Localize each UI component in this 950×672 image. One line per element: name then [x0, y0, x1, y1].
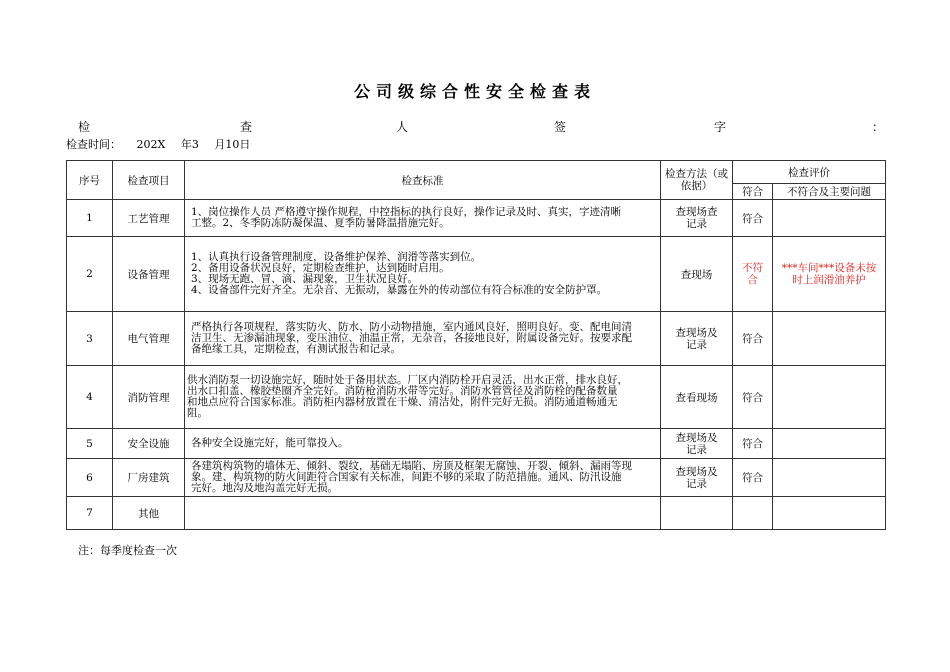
- row-result: [733, 497, 773, 530]
- row-issue: ***车间***设备未按时上润滑油养护: [773, 237, 886, 312]
- row-result: 符合: [733, 459, 773, 497]
- header-evaluation: 检查评价: [733, 161, 886, 184]
- sign-char: 查: [240, 120, 253, 134]
- table-row: [67, 429, 886, 459]
- standard-line: 3、现场无跑、冒、滴、漏现象，卫生状况良好。: [191, 273, 419, 285]
- standard-line: 出水口扣盖、橡胶垫圈齐全完好。消防枪消防水带等完好。消防水管管径及消防栓的配备数量: [187, 385, 618, 397]
- table-row: [67, 366, 886, 429]
- row-result: 符合: [733, 200, 773, 237]
- row-seq: 5: [67, 429, 113, 459]
- row-seq: 1: [67, 200, 113, 237]
- row-standard: [185, 459, 661, 497]
- row-method: 查现场查记录: [661, 200, 733, 237]
- row-seq: 7: [67, 497, 113, 530]
- table-row: [67, 497, 886, 530]
- standard-line: 洁卫生、无渗漏油现象，变压油位、油温正常，无杂音，各接地良好，附属设备完好。按要求配: [191, 332, 632, 344]
- row-method: 查现场: [661, 237, 733, 312]
- standard-line: 工整。2、冬季防冻防凝保温、夏季防暑降温措施完好。: [191, 217, 450, 229]
- row-standard: [185, 429, 661, 459]
- standard-line: 1、认真执行设备管理制度，设备维护保养、润滑等落实到位。: [191, 251, 482, 263]
- sign-char: 字: [714, 120, 727, 134]
- standard-line: 阻。: [187, 407, 208, 419]
- header-seq: 序号: [67, 161, 113, 200]
- row-standard: [185, 312, 661, 366]
- standard-line: 象。建、构筑物的防火间距符合国家有关标准，间距不够的采取了防范措施。通风、防汛设施: [191, 471, 622, 483]
- standard-line: 和地点应符合国家标准。消防柜内器材放置在干燥、清洁处，附件完好无损。消防通道畅通无: [187, 396, 618, 408]
- row-issue: [773, 312, 886, 366]
- standard-line: 备绝缘工具，定期检查，有测试报告和记录。: [191, 343, 401, 355]
- header-nonconform: 不符合及主要问题: [773, 184, 886, 200]
- row-seq: 3: [67, 312, 113, 366]
- row-item: 消防管理: [113, 366, 185, 429]
- table-row: [67, 312, 886, 366]
- row-item: 其他: [113, 497, 185, 530]
- inspector-signature-line: [78, 118, 885, 134]
- header-conform: 符合: [733, 184, 773, 200]
- row-item: 电气管理: [113, 312, 185, 366]
- standard-line: 各建筑构筑物的墙体无、倾斜、裂纹，基础无塌陷、房顶及框架无腐蚀、开裂、倾斜、漏雨等现: [191, 460, 632, 472]
- row-method: 查现场及记录: [661, 459, 733, 497]
- footnote: 注：每季度检查一次: [78, 544, 177, 557]
- sign-char: 检: [78, 120, 91, 134]
- row-seq: 2: [67, 237, 113, 312]
- sign-char: 签: [554, 120, 567, 134]
- row-issue: [773, 200, 886, 237]
- row-result: 符合: [733, 429, 773, 459]
- table-row: [67, 459, 886, 497]
- sign-colon: ：: [872, 120, 885, 134]
- standard-line: 供水消防泵一切设施完好，随时处于备用状态。厂区内消防栓开启灵活，出水正常，排水良好，: [187, 374, 628, 386]
- sign-char: 人: [396, 120, 409, 134]
- inspection-table: [66, 160, 886, 530]
- row-issue: [773, 366, 886, 429]
- row-standard: [185, 366, 661, 429]
- standard-line: 完好。地沟及地沟盖完好无损。: [191, 482, 338, 494]
- date-year: 202X: [136, 138, 166, 151]
- header-item: 检查项目: [113, 161, 185, 200]
- date-day: 月10日: [214, 138, 251, 151]
- row-method: 查现场及记录: [661, 429, 733, 459]
- row-standard: [185, 237, 661, 312]
- row-issue: [773, 459, 886, 497]
- row-item: 安全设施: [113, 429, 185, 459]
- row-item: 厂房建筑: [113, 459, 185, 497]
- inspection-date: [66, 136, 262, 152]
- row-issue: [773, 497, 886, 530]
- table-row: [67, 237, 886, 312]
- page-title: 公司级综合性安全检查表: [353, 82, 596, 101]
- standard-line: 4、设备部件完好齐全。无杂音、无振动，暴露在外的传动部位有符合标准的安全防护罩。: [191, 284, 608, 296]
- row-result: 符合: [733, 366, 773, 429]
- date-label: 检查时间：: [66, 138, 121, 151]
- standard-line: 严格执行各项规程，落实防火、防水、防小动物措施，室内通风良好，照明良好。变、配电间清: [191, 321, 632, 333]
- header-standard: 检查标准: [185, 161, 661, 200]
- row-seq: 4: [67, 366, 113, 429]
- standard-line: 2、备用设备状况良好，定期检查维护，达到随时启用。: [191, 262, 450, 274]
- row-method: 查看现场: [661, 366, 733, 429]
- row-item: 工艺管理: [113, 200, 185, 237]
- standard-line: 1、岗位操作人员 严格遵守操作规程，中控指标的执行良好，操作记录及时、真实，字迹清晰: [191, 206, 622, 218]
- row-method: 查现场及记录: [661, 312, 733, 366]
- row-result-nonconform: 不符合: [733, 237, 773, 312]
- row-issue: [773, 429, 886, 459]
- row-seq: 6: [67, 459, 113, 497]
- header-method: 检查方法（或依据）: [661, 161, 733, 200]
- row-method: [661, 497, 733, 530]
- standard-line: 各种安全设施完好，能可靠投入。: [191, 437, 349, 449]
- table-row: [67, 200, 886, 237]
- row-standard: [185, 497, 661, 530]
- date-month: 年3: [180, 138, 199, 151]
- row-item: 设备管理: [113, 237, 185, 312]
- row-result: 符合: [733, 312, 773, 366]
- row-standard: [185, 200, 661, 237]
